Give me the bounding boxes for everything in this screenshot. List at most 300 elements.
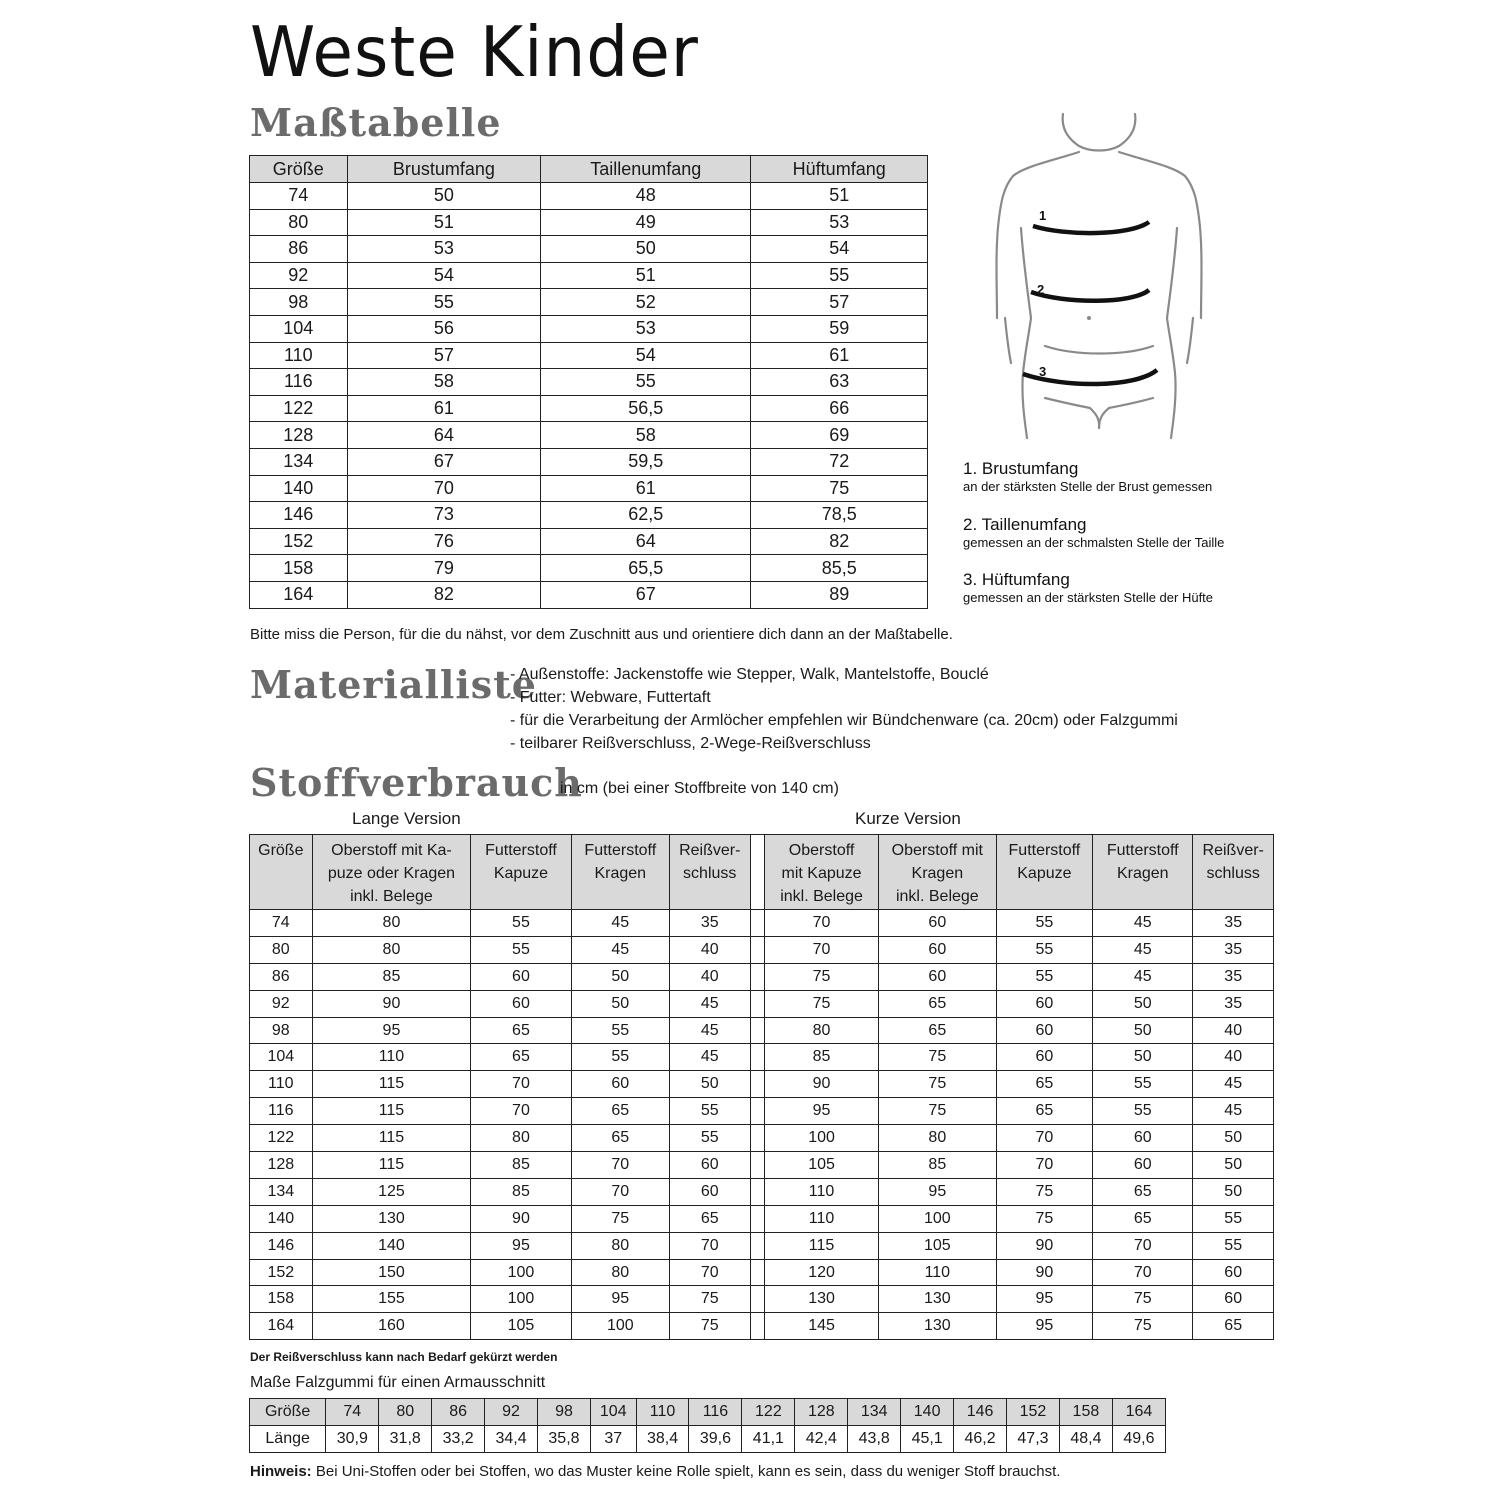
table-cell: 130 — [765, 1286, 879, 1313]
table-cell: 45 — [571, 936, 669, 963]
column-gap — [750, 963, 765, 990]
table-cell: 115 — [312, 1071, 471, 1098]
table-cell: 45 — [1093, 936, 1193, 963]
table-cell: 74 — [326, 1399, 379, 1426]
table-cell: 130 — [312, 1205, 471, 1232]
size-table — [249, 155, 928, 609]
table-cell: 134 — [250, 448, 348, 475]
table-cell: 50 — [1193, 1178, 1274, 1205]
table-cell: 158 — [250, 555, 348, 582]
table-cell: 85 — [471, 1178, 571, 1205]
table-cell: 164 — [1112, 1399, 1165, 1426]
fabric-subtitle: in cm (bei einer Stoffbreite von 140 cm) — [560, 780, 839, 797]
table-cell: 55 — [1093, 1098, 1193, 1125]
table-cell: 85 — [312, 963, 471, 990]
column-gap — [750, 1286, 765, 1313]
table-cell: 152 — [250, 1259, 313, 1286]
list-item: - Außenstoffe: Jackenstoffe wie Stepper, Walk, Mantelstoffe, Bouclé — [510, 666, 989, 683]
table-cell: 60 — [878, 963, 996, 990]
table-cell: 75 — [765, 963, 879, 990]
legend-sub: gemessen an der stärksten Stelle der Hüfte — [963, 590, 1214, 605]
table-cell: 90 — [312, 990, 471, 1017]
table-cell: 65 — [996, 1071, 1092, 1098]
table-cell: 80 — [571, 1232, 669, 1259]
table-cell: 60 — [878, 910, 996, 937]
table-cell: 92 — [250, 990, 313, 1017]
hint — [250, 1463, 1060, 1480]
table-cell: 85,5 — [751, 555, 928, 582]
table-cell: 115 — [765, 1232, 879, 1259]
table-row — [250, 963, 1274, 990]
table-cell: 85 — [878, 1152, 996, 1179]
table-row — [250, 1152, 1274, 1179]
table-cell: 55 — [669, 1125, 750, 1152]
table-row — [250, 209, 928, 236]
table-row — [250, 262, 928, 289]
table-cell: 92 — [485, 1399, 538, 1426]
table-cell: 62,5 — [541, 502, 751, 529]
table-header-cell: Oberstoff mit Ka- puze oder Kragen inkl. Belege — [312, 835, 471, 910]
table-cell: 61 — [541, 475, 751, 502]
table-cell: 60 — [996, 1017, 1092, 1044]
table-cell: 116 — [689, 1399, 742, 1426]
legend-item-1 — [963, 459, 1212, 494]
table-cell: 57 — [751, 289, 928, 316]
table-cell: 60 — [1093, 1125, 1193, 1152]
list-item: - teilbarer Reißverschluss, 2-Wege-Reißverschluss — [510, 735, 871, 752]
page-title: Weste Kinder — [250, 12, 699, 93]
table-cell: 110 — [636, 1399, 689, 1426]
table-cell: 34,4 — [485, 1426, 538, 1453]
table-cell: 90 — [471, 1205, 571, 1232]
table-cell: 100 — [765, 1125, 879, 1152]
table-cell: 90 — [996, 1232, 1092, 1259]
table-cell: 48,4 — [1059, 1426, 1112, 1453]
table-cell: 67 — [541, 581, 751, 608]
table-cell: 75 — [878, 1071, 996, 1098]
table-cell: 65 — [1093, 1205, 1193, 1232]
table-cell: 105 — [765, 1152, 879, 1179]
list-item: - Futter: Webware, Futtertaft — [510, 689, 711, 706]
table-cell: 65 — [1093, 1178, 1193, 1205]
table-cell: 158 — [250, 1286, 313, 1313]
table-cell: 116 — [250, 369, 348, 396]
table-cell: 49 — [541, 209, 751, 236]
table-cell: 152 — [1007, 1399, 1060, 1426]
table-row — [250, 342, 928, 369]
table-cell: 86 — [432, 1399, 485, 1426]
label-2: 2 — [1037, 282, 1045, 297]
table-cell: 50 — [541, 236, 751, 263]
table-cell: 50 — [1193, 1152, 1274, 1179]
table-cell: 70 — [471, 1071, 571, 1098]
column-gap — [750, 1152, 765, 1179]
table-cell: 95 — [878, 1178, 996, 1205]
table-cell: 125 — [312, 1178, 471, 1205]
table-cell: 95 — [996, 1313, 1092, 1340]
size-table-header — [250, 156, 928, 183]
table-cell: 100 — [878, 1205, 996, 1232]
table-cell: 45 — [1093, 910, 1193, 937]
table-cell: 55 — [1193, 1232, 1274, 1259]
table-cell: 116 — [250, 1098, 313, 1125]
table-cell: 40 — [1193, 1044, 1274, 1071]
column-gap — [750, 1313, 765, 1340]
table-cell: 55 — [1193, 1205, 1274, 1232]
table-cell: 74 — [250, 910, 313, 937]
table-cell: 105 — [878, 1232, 996, 1259]
table-cell: 55 — [1093, 1071, 1193, 1098]
table-header-cell: Oberstoff mit Kragen inkl. Belege — [878, 835, 996, 910]
table-cell: 35 — [1193, 990, 1274, 1017]
column-gap — [750, 1259, 765, 1286]
table-header-cell: Reißver- schluss — [669, 835, 750, 910]
hint-text: Bei Uni-Stoffen oder bei Stoffen, wo das Muster keine Rolle spielt, kann es sein, dass du weniger Stoff brauchst. — [311, 1463, 1061, 1480]
table-cell: 60 — [1093, 1152, 1193, 1179]
table-row — [250, 936, 1274, 963]
table-cell: 78,5 — [751, 502, 928, 529]
table-cell: 45 — [669, 1017, 750, 1044]
table-cell: 57 — [347, 342, 540, 369]
table-cell: 75 — [878, 1098, 996, 1125]
table-cell: 65,5 — [541, 555, 751, 582]
column-gap — [750, 1232, 765, 1259]
table-cell: 100 — [571, 1313, 669, 1340]
table-cell: 61 — [347, 395, 540, 422]
table-cell: 65 — [571, 1125, 669, 1152]
table-cell: 65 — [1193, 1313, 1274, 1340]
table-cell: 60 — [669, 1152, 750, 1179]
table-cell: 134 — [848, 1399, 901, 1426]
table-row — [250, 1313, 1274, 1340]
table-header-cell: Futterstoff Kragen — [571, 835, 669, 910]
table-cell: 110 — [878, 1259, 996, 1286]
table-cell: 52 — [541, 289, 751, 316]
table-header-cell: Hüftumfang — [751, 156, 928, 183]
table-cell: 73 — [347, 502, 540, 529]
table-cell: 70 — [669, 1232, 750, 1259]
table-row — [250, 1259, 1274, 1286]
table-row — [250, 395, 928, 422]
table-cell: 66 — [751, 395, 928, 422]
body-measurement-figure — [985, 108, 1215, 443]
table-cell: 85 — [765, 1044, 879, 1071]
gummi-size-row — [250, 1399, 1166, 1426]
table-cell: 45 — [571, 910, 669, 937]
table-row — [250, 1044, 1274, 1071]
table-cell: 60 — [996, 990, 1092, 1017]
table-cell: 75 — [878, 1044, 996, 1071]
table-cell: 55 — [669, 1098, 750, 1125]
table-cell: 89 — [751, 581, 928, 608]
column-gap — [750, 990, 765, 1017]
table-row — [250, 369, 928, 396]
legend-title: 3. Hüftumfang — [963, 570, 1070, 589]
table-cell: 70 — [765, 910, 879, 937]
table-cell: 48 — [541, 183, 751, 210]
table-cell: 59 — [751, 315, 928, 342]
table-cell: 55 — [541, 369, 751, 396]
long-version-label: Lange Version — [352, 809, 461, 828]
table-cell: 65 — [878, 1017, 996, 1044]
table-cell: 70 — [347, 475, 540, 502]
table-cell: 45 — [1093, 963, 1193, 990]
table-cell: 85 — [471, 1152, 571, 1179]
table-row — [250, 528, 928, 555]
table-cell: 158 — [1059, 1399, 1112, 1426]
table-cell: 54 — [751, 236, 928, 263]
table-cell: 45 — [1193, 1098, 1274, 1125]
table-cell: 58 — [541, 422, 751, 449]
column-gap — [750, 1071, 765, 1098]
table-cell: 152 — [250, 528, 348, 555]
label-1: 1 — [1039, 208, 1047, 223]
table-cell: 33,2 — [432, 1426, 485, 1453]
table-cell: 51 — [541, 262, 751, 289]
table-cell: 92 — [250, 262, 348, 289]
table-cell: 146 — [250, 502, 348, 529]
size-table-title: Maßtabelle — [250, 100, 502, 145]
table-cell: 55 — [996, 910, 1092, 937]
table-cell: 43,8 — [848, 1426, 901, 1453]
table-row — [250, 475, 928, 502]
table-cell: 80 — [250, 936, 313, 963]
table-cell: 39,6 — [689, 1426, 742, 1453]
navel-dot — [1087, 316, 1091, 320]
table-cell: 65 — [669, 1205, 750, 1232]
table-cell: 110 — [765, 1178, 879, 1205]
column-gap — [750, 1044, 765, 1071]
table-row — [250, 555, 928, 582]
table-cell: 40 — [669, 963, 750, 990]
table-cell: 95 — [571, 1286, 669, 1313]
table-cell: 53 — [347, 236, 540, 263]
legend-title: 2. Taillenumfang — [963, 515, 1087, 534]
table-cell: 50 — [571, 990, 669, 1017]
table-row — [250, 1205, 1274, 1232]
table-cell: 60 — [571, 1071, 669, 1098]
table-cell: 60 — [996, 1044, 1092, 1071]
table-cell: 80 — [250, 209, 348, 236]
table-cell: 60 — [1193, 1286, 1274, 1313]
column-gap — [750, 1125, 765, 1152]
hint-label: Hinweis: — [250, 1463, 312, 1480]
table-header-cell: Taillenumfang — [541, 156, 751, 183]
table-cell: 75 — [1093, 1313, 1193, 1340]
table-cell: 35 — [1193, 963, 1274, 990]
table-cell: 122 — [250, 395, 348, 422]
table-cell: 47,3 — [1007, 1426, 1060, 1453]
table-cell: 160 — [312, 1313, 471, 1340]
table-header-cell: Futterstoff Kragen — [1093, 835, 1193, 910]
table-cell: 55 — [996, 936, 1092, 963]
table-cell: 65 — [996, 1098, 1092, 1125]
table-cell: 128 — [250, 1152, 313, 1179]
table-row — [250, 1178, 1274, 1205]
table-cell: 41,1 — [742, 1426, 795, 1453]
table-row — [250, 1071, 1274, 1098]
table-cell: 104 — [250, 1044, 313, 1071]
table-cell: 70 — [996, 1152, 1092, 1179]
table-cell: 30,9 — [326, 1426, 379, 1453]
table-cell: 69 — [751, 422, 928, 449]
table-cell: 63 — [751, 369, 928, 396]
table-cell: 80 — [312, 910, 471, 937]
table-cell: 54 — [347, 262, 540, 289]
table-row — [250, 315, 928, 342]
table-header-cell: Oberstoff mit Kapuze inkl. Belege — [765, 835, 879, 910]
table-cell: 35 — [1193, 936, 1274, 963]
table-header-cell: Größe — [250, 156, 348, 183]
table-cell: 58 — [347, 369, 540, 396]
table-cell: 35 — [1193, 910, 1274, 937]
table-cell: 64 — [347, 422, 540, 449]
table-cell: 164 — [250, 1313, 313, 1340]
table-row — [250, 1232, 1274, 1259]
table-cell: 80 — [765, 1017, 879, 1044]
table-cell: 140 — [901, 1399, 954, 1426]
table-cell: 45 — [669, 990, 750, 1017]
table-cell: 98 — [250, 1017, 313, 1044]
table-cell: 122 — [250, 1125, 313, 1152]
table-cell: 60 — [471, 990, 571, 1017]
table-cell: 95 — [765, 1098, 879, 1125]
table-cell: 75 — [751, 475, 928, 502]
table-cell: 75 — [571, 1205, 669, 1232]
table-cell: 51 — [347, 209, 540, 236]
measurement-lines — [1023, 222, 1157, 384]
table-cell: 98 — [250, 289, 348, 316]
table-cell: 55 — [571, 1017, 669, 1044]
table-cell: 76 — [347, 528, 540, 555]
fabric-table — [249, 834, 1274, 1340]
body-outline — [997, 114, 1202, 438]
table-cell: 95 — [312, 1017, 471, 1044]
table-cell: 80 — [878, 1125, 996, 1152]
zip-note: Der Reißverschluss kann nach Bedarf gekürzt werden — [250, 1350, 558, 1364]
table-cell: 75 — [669, 1313, 750, 1340]
table-cell: 86 — [250, 963, 313, 990]
table-cell: 60 — [1193, 1259, 1274, 1286]
table-cell: 49,6 — [1112, 1426, 1165, 1453]
column-gap — [750, 910, 765, 937]
table-cell: 100 — [471, 1259, 571, 1286]
table-cell: 128 — [795, 1399, 848, 1426]
table-cell: 86 — [250, 236, 348, 263]
legend-title: 1. Brustumfang — [963, 459, 1079, 478]
table-row — [250, 289, 928, 316]
table-cell: 59,5 — [541, 448, 751, 475]
table-cell: 128 — [250, 422, 348, 449]
table-cell: 75 — [996, 1205, 1092, 1232]
table-cell: 70 — [996, 1125, 1092, 1152]
table-cell: 155 — [312, 1286, 471, 1313]
table-cell: 70 — [471, 1098, 571, 1125]
table-cell: 50 — [571, 963, 669, 990]
table-cell: 70 — [1093, 1259, 1193, 1286]
fabric-title: Stoffverbrauch — [250, 760, 583, 805]
column-gap — [750, 1098, 765, 1125]
table-cell: 67 — [347, 448, 540, 475]
legend-sub: gemessen an der schmalsten Stelle der Taille — [963, 535, 1225, 550]
table-cell: 37 — [590, 1426, 636, 1453]
column-gap — [750, 1205, 765, 1232]
table-cell: 95 — [471, 1232, 571, 1259]
table-cell: 140 — [250, 1205, 313, 1232]
table-row — [250, 990, 1274, 1017]
table-cell: 110 — [312, 1044, 471, 1071]
table-cell: 146 — [954, 1399, 1007, 1426]
table-cell: 70 — [571, 1178, 669, 1205]
table-cell: 82 — [347, 581, 540, 608]
table-row — [250, 502, 928, 529]
gummi-title: Maße Falzgummi für einen Armausschnitt — [250, 1374, 546, 1391]
table-cell: 130 — [878, 1286, 996, 1313]
table-cell: 65 — [471, 1017, 571, 1044]
table-cell: 100 — [471, 1286, 571, 1313]
table-cell: 65 — [878, 990, 996, 1017]
label-3: 3 — [1039, 364, 1047, 379]
table-cell: 50 — [347, 183, 540, 210]
table-row — [250, 1125, 1274, 1152]
table-header-cell: Größe — [250, 835, 313, 910]
table-cell: 56,5 — [541, 395, 751, 422]
table-cell: 53 — [541, 315, 751, 342]
gummi-length-row — [250, 1426, 1166, 1453]
table-cell: 42,4 — [795, 1426, 848, 1453]
legend-item-2 — [963, 515, 1224, 550]
table-row — [250, 183, 928, 210]
table-cell: 51 — [751, 183, 928, 210]
table-cell: 80 — [379, 1399, 432, 1426]
table-cell: 56 — [347, 315, 540, 342]
table-cell: 64 — [541, 528, 751, 555]
table-cell: 60 — [669, 1178, 750, 1205]
table-cell: 90 — [765, 1071, 879, 1098]
short-version-label: Kurze Version — [855, 809, 961, 828]
table-cell: 40 — [1193, 1017, 1274, 1044]
table-cell: 54 — [541, 342, 751, 369]
table-cell: 134 — [250, 1178, 313, 1205]
table-cell: 146 — [250, 1232, 313, 1259]
table-header-cell: Futterstoff Kapuze — [996, 835, 1092, 910]
table-cell: 80 — [471, 1125, 571, 1152]
table-cell: 31,8 — [379, 1426, 432, 1453]
table-cell: 46,2 — [954, 1426, 1007, 1453]
table-cell: 150 — [312, 1259, 471, 1286]
table-cell: 80 — [571, 1259, 669, 1286]
table-cell: 82 — [751, 528, 928, 555]
table-cell: 110 — [250, 342, 348, 369]
table-cell: 130 — [878, 1313, 996, 1340]
gummi-table — [249, 1398, 1166, 1453]
table-row — [250, 422, 928, 449]
table-cell: 50 — [1093, 1044, 1193, 1071]
table-cell: 98 — [538, 1399, 591, 1426]
table-cell: 70 — [765, 936, 879, 963]
table-cell: 38,4 — [636, 1426, 689, 1453]
table-header-cell: Reißver- schluss — [1193, 835, 1274, 910]
table-cell: 45 — [669, 1044, 750, 1071]
table-cell: 55 — [996, 963, 1092, 990]
table-cell: 115 — [312, 1152, 471, 1179]
column-gap — [750, 835, 765, 910]
table-cell: 75 — [765, 990, 879, 1017]
legend-item-3 — [963, 570, 1213, 605]
table-cell: 115 — [312, 1098, 471, 1125]
table-cell: 74 — [250, 183, 348, 210]
table-cell: 104 — [590, 1399, 636, 1426]
